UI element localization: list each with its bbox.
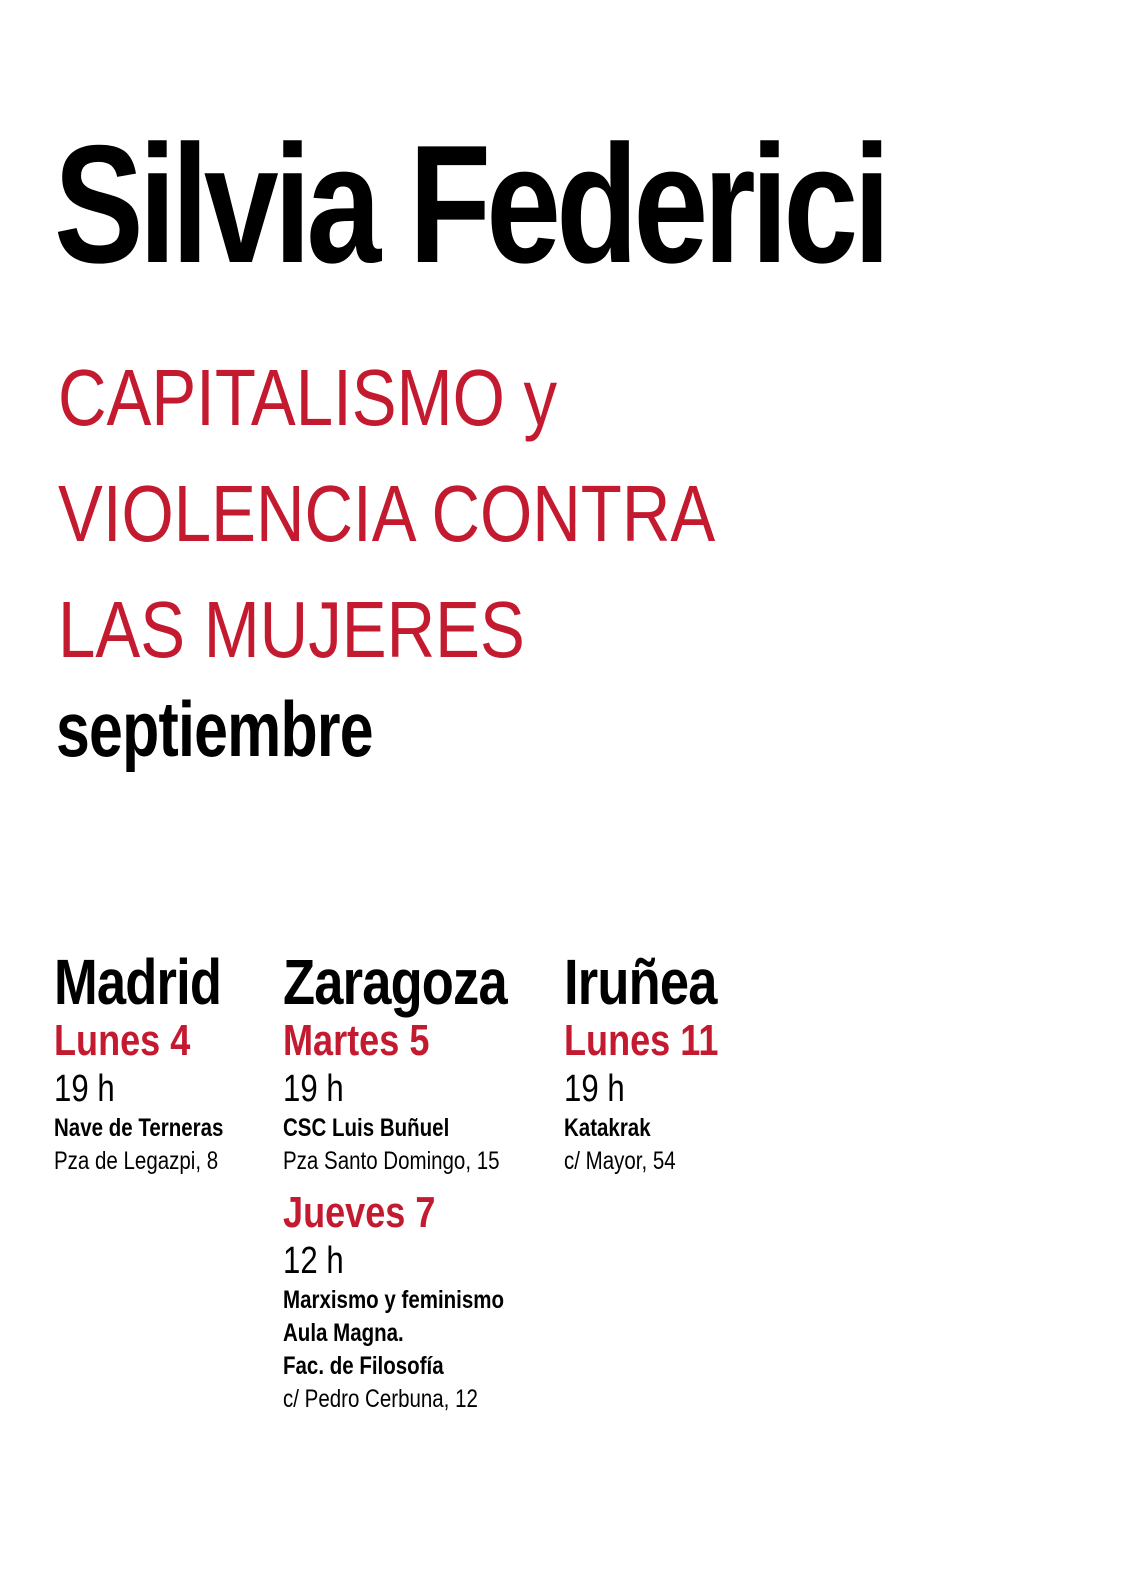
subtitle-line-3: LAS MUJERES	[58, 585, 525, 674]
city-column-madrid	[54, 948, 223, 1178]
event-time: 19 h	[54, 1068, 115, 1110]
event-day: Martes 5	[283, 1016, 430, 1065]
event-title: Marxismo y feminismo	[283, 1286, 505, 1314]
subtitle-line-1: CAPITALISMO y	[58, 353, 558, 442]
event-day: Lunes 4	[54, 1016, 191, 1065]
event-subtitle	[58, 340, 715, 688]
event-venue-line-2: Fac. de Filosofía	[283, 1352, 444, 1380]
event-block-second	[283, 1188, 507, 1416]
event-venue: Katakrak	[564, 1114, 651, 1142]
event-day: Lunes 11	[564, 1016, 719, 1065]
event-venue-line-1: Aula Magna.	[283, 1319, 404, 1347]
subtitle-line-2: VIOLENCIA CONTRA	[58, 469, 716, 558]
city-name: Madrid	[54, 946, 222, 1018]
event-address: c/ Mayor, 54	[564, 1147, 676, 1175]
event-venue: CSC Luis Buñuel	[283, 1114, 450, 1142]
event-time: 12 h	[283, 1240, 344, 1282]
event-address: c/ Pedro Cerbuna, 12	[283, 1385, 478, 1413]
event-time: 19 h	[564, 1068, 625, 1110]
event-venue: Nave de Terneras	[54, 1114, 224, 1142]
event-day: Jueves 7	[283, 1188, 436, 1237]
author-name: Silvia Federici	[54, 110, 886, 298]
city-column-irunea	[564, 948, 718, 1178]
month-label: septiembre	[56, 685, 373, 773]
city-name: Iruñea	[564, 946, 717, 1018]
event-address: Pza de Legazpi, 8	[54, 1147, 219, 1175]
city-column-zaragoza	[283, 948, 507, 1416]
city-name: Zaragoza	[283, 946, 507, 1018]
event-time: 19 h	[283, 1068, 344, 1110]
event-address: Pza Santo Domingo, 15	[283, 1147, 500, 1175]
